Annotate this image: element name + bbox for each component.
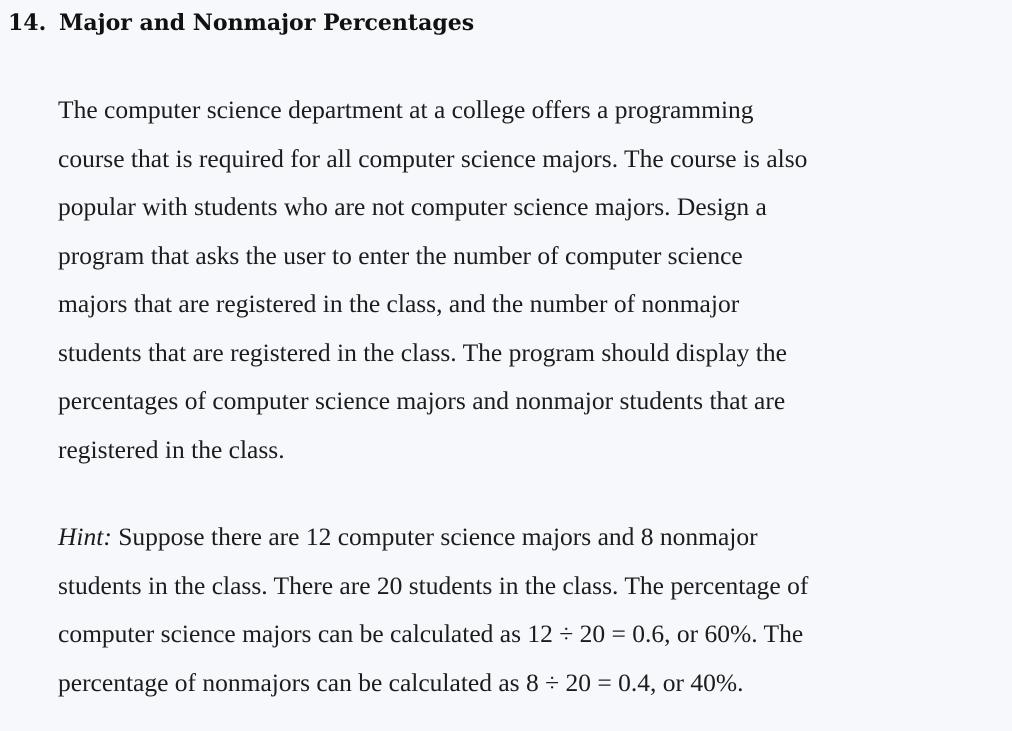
description-line: registered in the class. [58, 434, 285, 464]
exercise-number: 14. [8, 10, 47, 36]
hint-line: computer science majors can be calculated as 12 ÷ 20 = 0.6, or 60%. The [58, 619, 804, 648]
hint-paragraph [58, 513, 1008, 707]
exercise-title: Major and Nonmajor Percentages [59, 10, 475, 36]
hint-text: Suppose there are 12 computer science majors and 8 nonmajor [111, 522, 758, 551]
description-line: course that is required for all computer science majors. The course is also [58, 143, 808, 173]
hint-first-line [58, 513, 1008, 562]
problem-description [58, 86, 1008, 474]
description-line: popular with students who are not computer science majors. Design a [58, 192, 767, 221]
description-line: program that asks the user to enter the number of computer science [58, 240, 743, 270]
hint-line: percentage of nonmajors can be calculated as 8 ÷ 20 = 0.4, or 40%. [58, 667, 744, 697]
description-line: students that are registered in the class. The program should display the [58, 337, 787, 367]
description-line: The computer science department at a college offers a programming [58, 95, 754, 124]
exercise-heading [8, 6, 474, 40]
description-line: percentages of computer science majors and nonmajor students that are [58, 386, 786, 415]
hint-line: students in the class. There are 20 students in the class. The percentage of [58, 570, 809, 600]
hint-label: Hint: [58, 522, 112, 551]
description-line: majors that are registered in the class, and the number of nonmajor [58, 289, 740, 318]
